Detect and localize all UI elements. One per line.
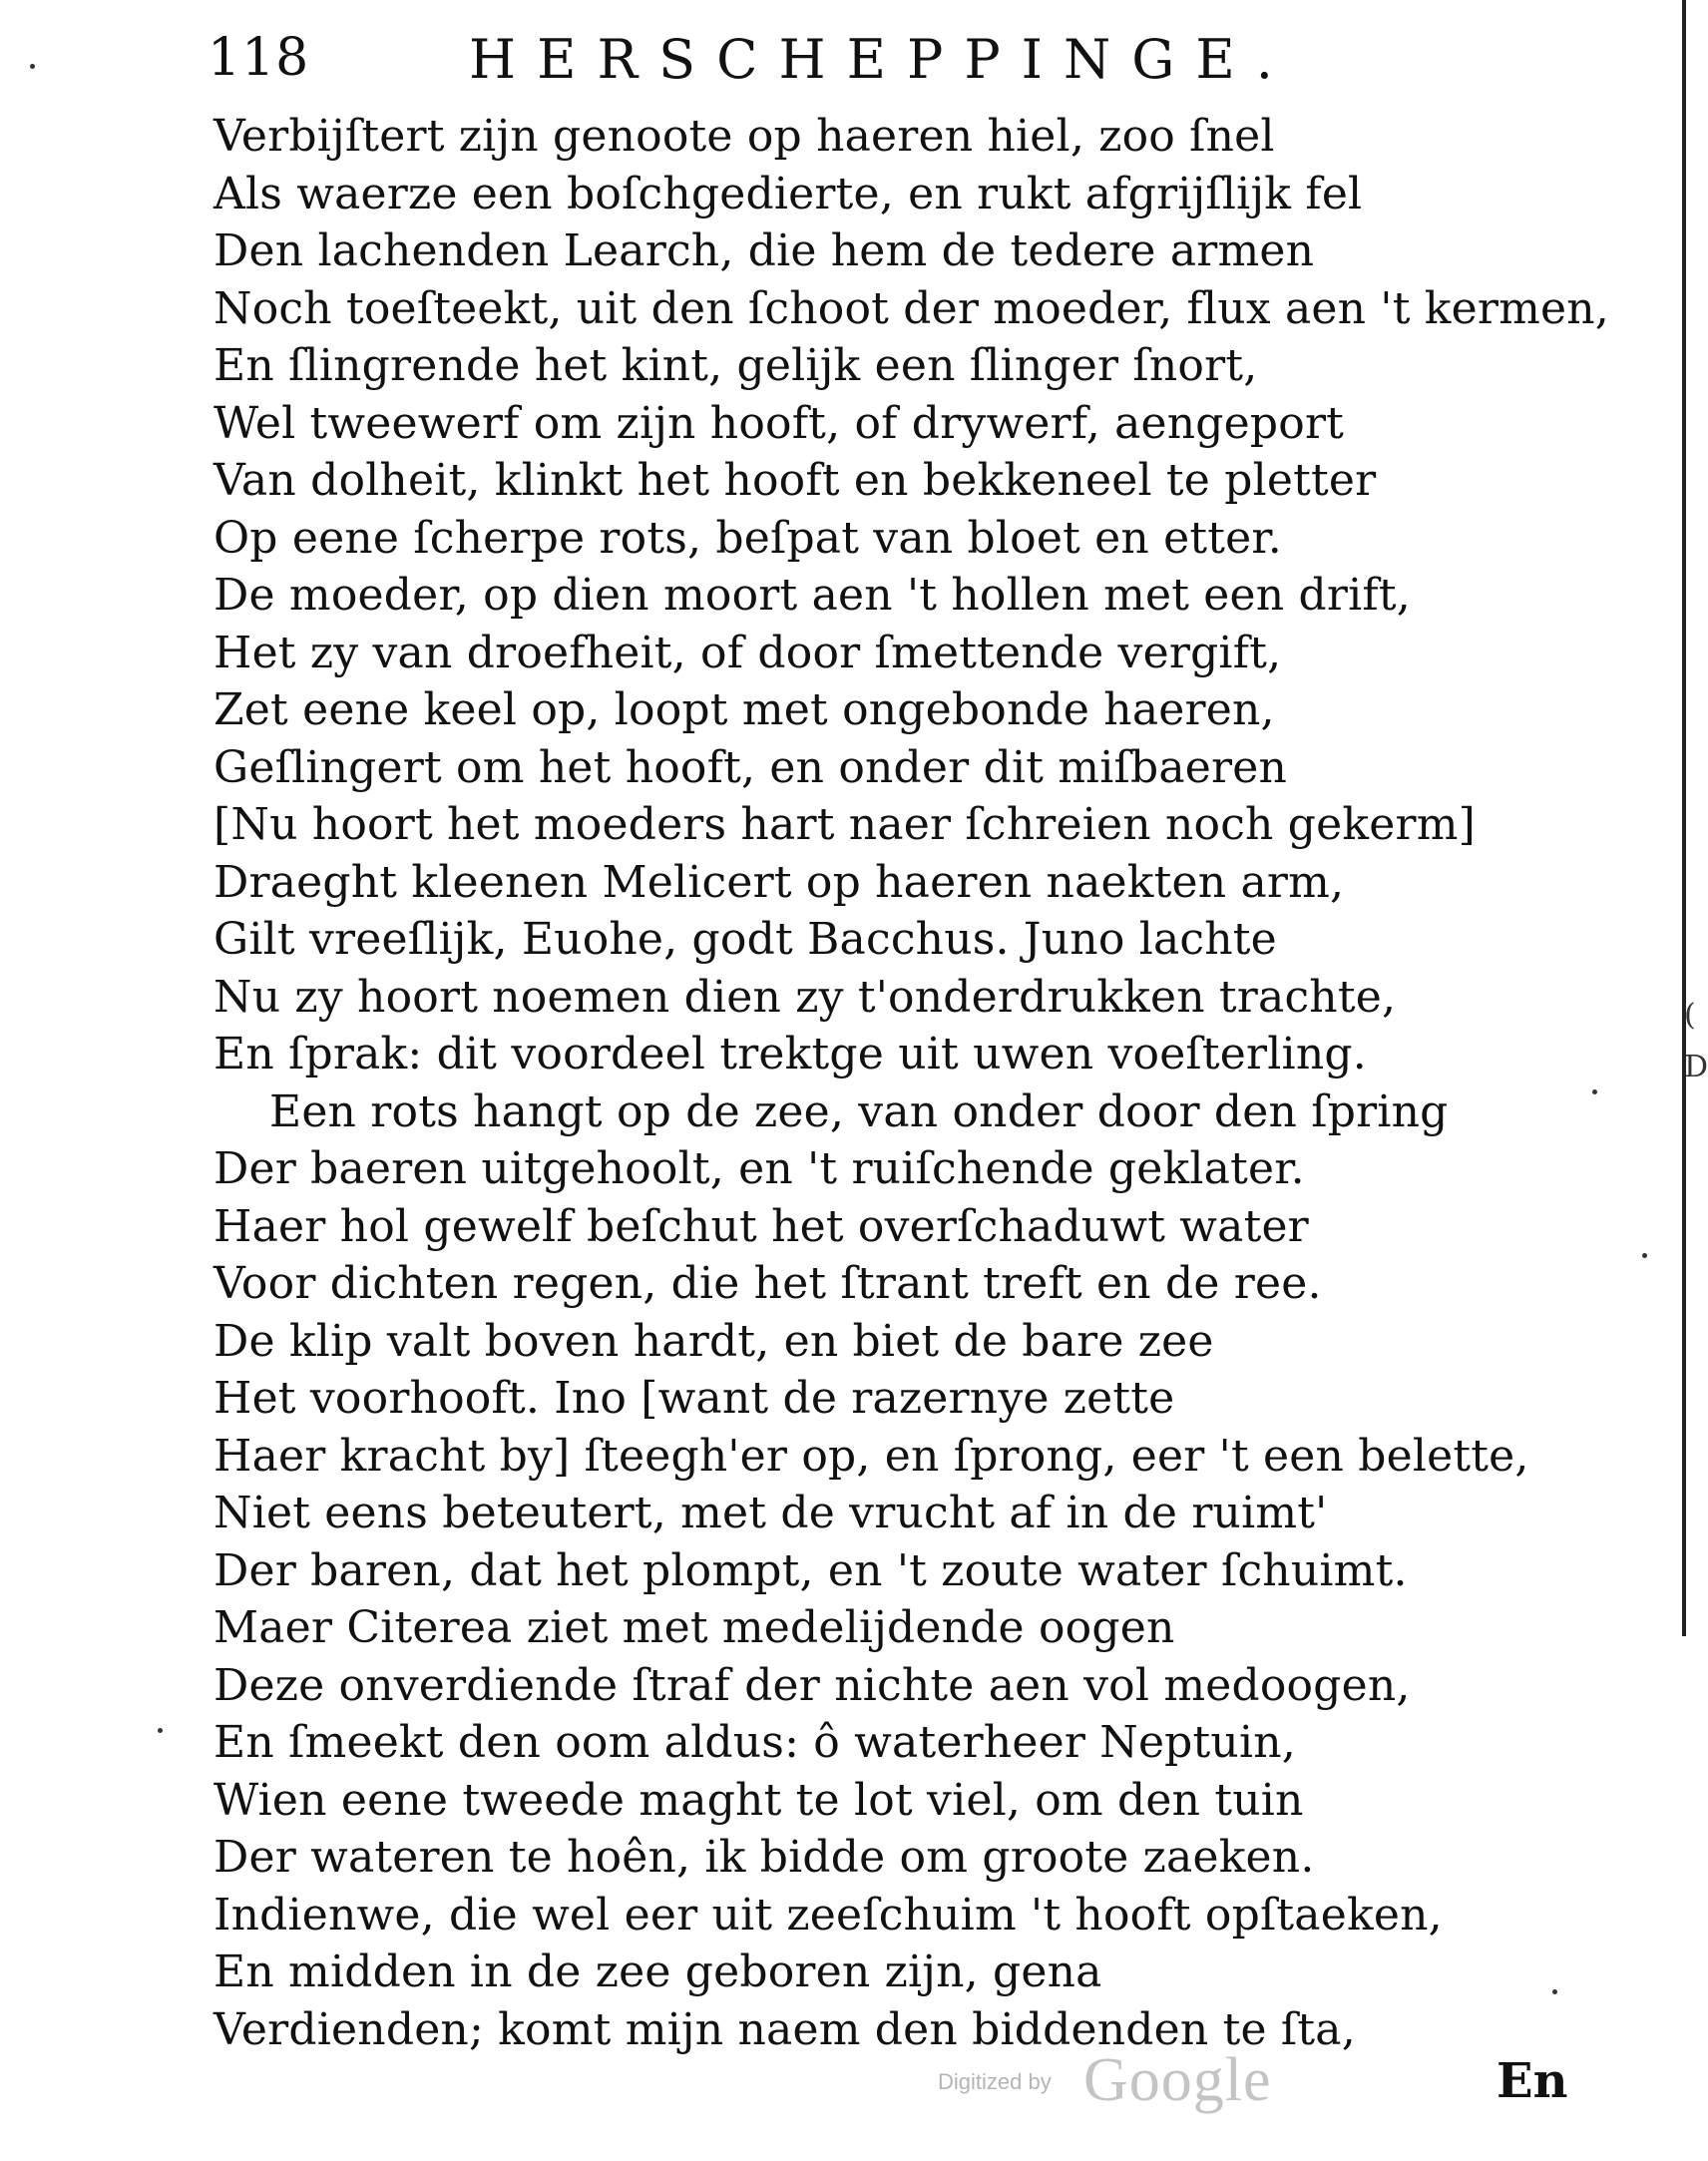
verse-line: Nu zy hoort noemen dien zy t'onderdrukken trachte, — [214, 971, 1397, 1023]
verse-line: Het zy van droefheit, of door ſmettende vergift, — [214, 627, 1282, 678]
verse-line: Zet eene keel op, loopt met ongebonde haeren, — [214, 684, 1275, 735]
verse-line: Indienwe, die wel eer uit zeeſchuim 't hooft opſtaeken, — [214, 1889, 1443, 1941]
verse-line: [Nu hoort het moeders hart naer ſchreien noch gekerm] — [214, 799, 1477, 850]
verse-line: Der baeren uitgehoolt, en 't ruiſchende geklater. — [214, 1143, 1305, 1194]
verse-line: Op eene ſcherpe rots, beſpat van bloet en etter. — [214, 512, 1282, 564]
verse-line: Maer Citerea ziet met medelijdende oogen — [214, 1602, 1175, 1653]
margin-fragment: D — [1684, 1050, 1708, 1084]
ink-speck — [1592, 1089, 1597, 1094]
digitized-by-label: Digitized by — [938, 2069, 1052, 2094]
ink-speck — [30, 64, 35, 69]
verse-line-indented: Een rots hangt op de zee, van onder door den ſpring — [269, 1085, 1449, 1137]
verse-line: Niet eens beteutert, met de vrucht af in de ruimt' — [214, 1488, 1328, 1538]
ink-speck — [1642, 1253, 1647, 1258]
verse-line: Van dolheit, klinkt het hooft en bekkeneel te pletter — [214, 455, 1377, 506]
verse-line: Noch toeſteekt, uit den ſchoot der moeder, flux aen 't kermen, — [214, 282, 1609, 334]
verse-line: Verbijſtert zijn genoote op haeren hiel, zoo ſnel — [214, 111, 1275, 162]
margin-fragment: ( — [1684, 998, 1696, 1033]
catchword: En — [1496, 2053, 1568, 2109]
verse-line: Voor dichten regen, die het ſtrant treft en de ree. — [214, 1258, 1322, 1309]
verse-line: En ſmeekt den oom aldus: ô waterheer Neptuin, — [214, 1717, 1296, 1768]
verse-line: De moeder, op dien moort aen 't hollen met een drift, — [214, 570, 1411, 621]
verse-line: Deze onverdiende ſtraf der nichte aen vol medoogen, — [214, 1659, 1411, 1711]
ink-speck — [158, 1728, 163, 1733]
verse-line: Wien eene tweede maght te lot viel, om den tuin — [214, 1774, 1304, 1826]
page-header — [208, 28, 1405, 108]
verse-line: En ſlingrende het kint, gelijk een ſlinger ſnort, — [214, 340, 1258, 391]
gutter-rule — [1682, 0, 1686, 1636]
verse-line: Draeght kleenen Melicert op haeren naekten arm, — [214, 856, 1345, 908]
verse-line: En midden in de zee geboren zijn, gena — [214, 1946, 1102, 1997]
verse-line: Als waerze een boſchgedierte, en rukt afgrijſlijk fel — [214, 168, 1363, 219]
verse-line: De klip valt boven hardt, en biet de bare zee — [214, 1315, 1214, 1367]
verse-line: Den lachenden Learch, die hem de tedere armen — [214, 225, 1315, 276]
ink-speck — [1552, 1989, 1557, 1994]
verse-text — [214, 108, 1610, 2058]
verse-line: En ſprak: dit voordeel trektge uit uwen voeſterling. — [214, 1029, 1367, 1080]
verse-line: Wel tweewerf om zijn hooft, of drywerf, aengeport — [214, 397, 1345, 449]
verse-line: Verdienden; komt mijn naem den biddenden te ſta, — [214, 2003, 1356, 2055]
verse-line: Haer hol gewelf beſchut het overſchaduwt water — [214, 1200, 1309, 1252]
verse-line: Gilt vreeſlijk, Euohe, godt Bacchus. Juno lachte — [214, 914, 1277, 965]
page-number: 118 — [208, 28, 310, 88]
page-footer — [0, 2045, 1702, 2125]
verse-line: Het voorhooft. Ino [want de razernye zette — [214, 1373, 1175, 1424]
verse-line: Haer kracht by] ſteegh'er op, en ſprong, eer 't een belette, — [214, 1430, 1529, 1482]
verse-line: Der baren, dat het plompt, en 't zoute water ſchuimt. — [214, 1544, 1408, 1596]
verse-line: Der wateren te hoên, ik bidde om groote zaeken. — [214, 1832, 1315, 1883]
google-watermark: Google — [1083, 2046, 1272, 2114]
running-head: HERSCHEPPINGE. — [469, 28, 1294, 91]
verse-line: Geſlingert om het hooft, en onder dit miſbaeren — [214, 741, 1288, 793]
